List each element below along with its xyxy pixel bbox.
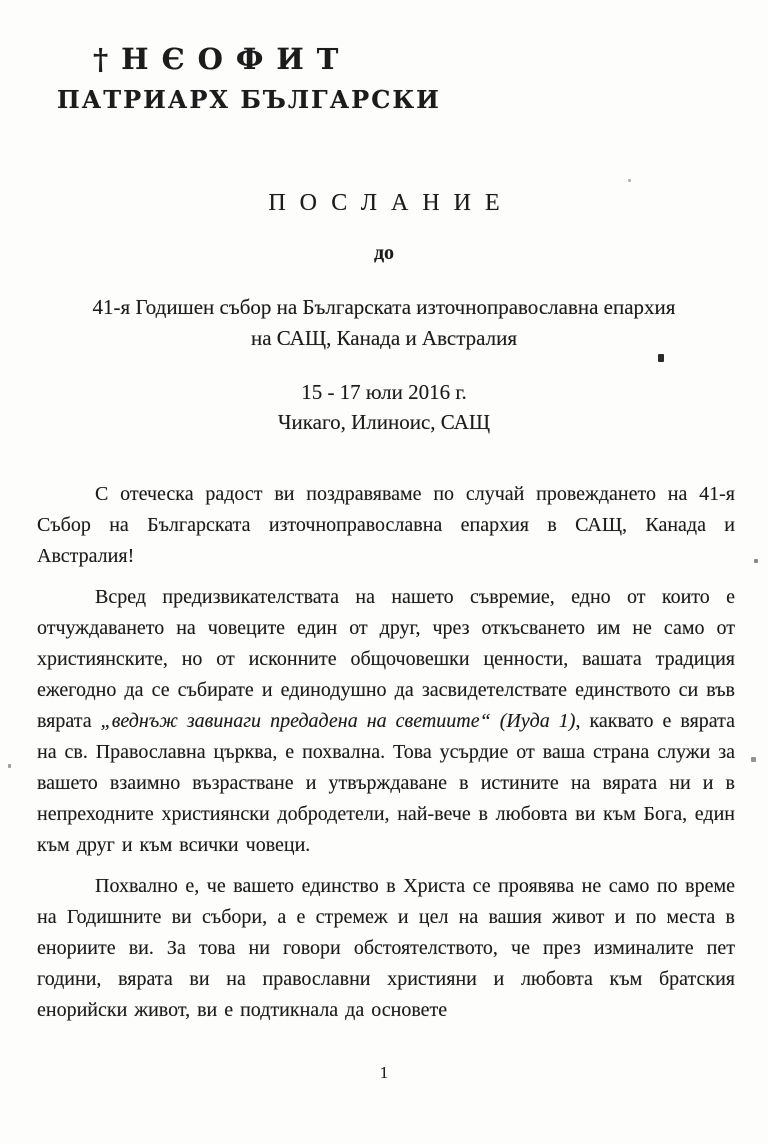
scan-speck [8, 764, 11, 768]
event-location: Чикаго, Илиноис, САЩ [277, 410, 491, 434]
preposition-to: до [373, 242, 395, 264]
recipient-block [0, 292, 768, 354]
document-title: ПОСЛАНИЕ [268, 190, 514, 216]
patriarch-name: †НЄОФИТ [93, 42, 352, 76]
document-heading [0, 190, 768, 437]
document-body [37, 479, 735, 1026]
letterhead [0, 0, 768, 114]
recipient-line-1: 41-я Годишен събор на Българската източноправославна епархия [92, 295, 676, 319]
scan-speck [754, 559, 758, 563]
paragraph-2-text-continued: , каквато е вярата на св. Православна църква, е похвална. Това усърдие от ваша страна служи за вашето взаимно възрастване и утвърждаване в истините на вярата ни и в непреходните християнски добродетели, най-вече в любовта ви към Бога, един към друг и към всички човеци. [37, 710, 736, 856]
recipient-line-2: на САЩ, Канада и Австралия [250, 326, 518, 350]
scripture-quote: „веднъж завинаги предадена на светиите“ [100, 710, 491, 732]
scan-speck [658, 354, 664, 362]
scan-speck [751, 757, 756, 762]
event-dateline [0, 377, 768, 437]
paragraph-1-text: С отеческа радост ви поздравяваме по случай провеждането на 41-я Събор на Българската източноправославна епархия в САЩ, Канада и Австралия! [37, 483, 735, 567]
page-number: 1 [379, 1063, 389, 1082]
paragraph-1 [37, 479, 735, 572]
paragraph-3-text: Похвално е, че вашето единство в Христа се проявява не само по време на Годишните ви събори, а е стремеж и цел на вашия живот и по места в енориите ви. За това ни говори обстоятелството, че през изминалите пет години, вярата ви на православни християни и любовта към братския енорийски живот, ви е подтикнала да основете [37, 875, 735, 1021]
patriarch-title: ПАТРИАРХ БЪЛГАРСКИ [57, 85, 441, 114]
paragraph-2 [37, 582, 735, 861]
event-date: 15 - 17 юли 2016 г. [301, 380, 467, 404]
scripture-citation: (Иуда 1) [499, 710, 576, 732]
scan-speck [628, 179, 631, 182]
paragraph-2-text: Всред предизвикателствата на нашето съвремие, едно от които е отчуждаването на човеците един от друг, чрез откъсването им не само от християнските, но от исконните общочовешки ценности, вашата традиция ежегодно да се събирате и единодушно да засвидетелствате единството си във вярата [37, 586, 735, 732]
paragraph-3 [37, 871, 735, 1026]
